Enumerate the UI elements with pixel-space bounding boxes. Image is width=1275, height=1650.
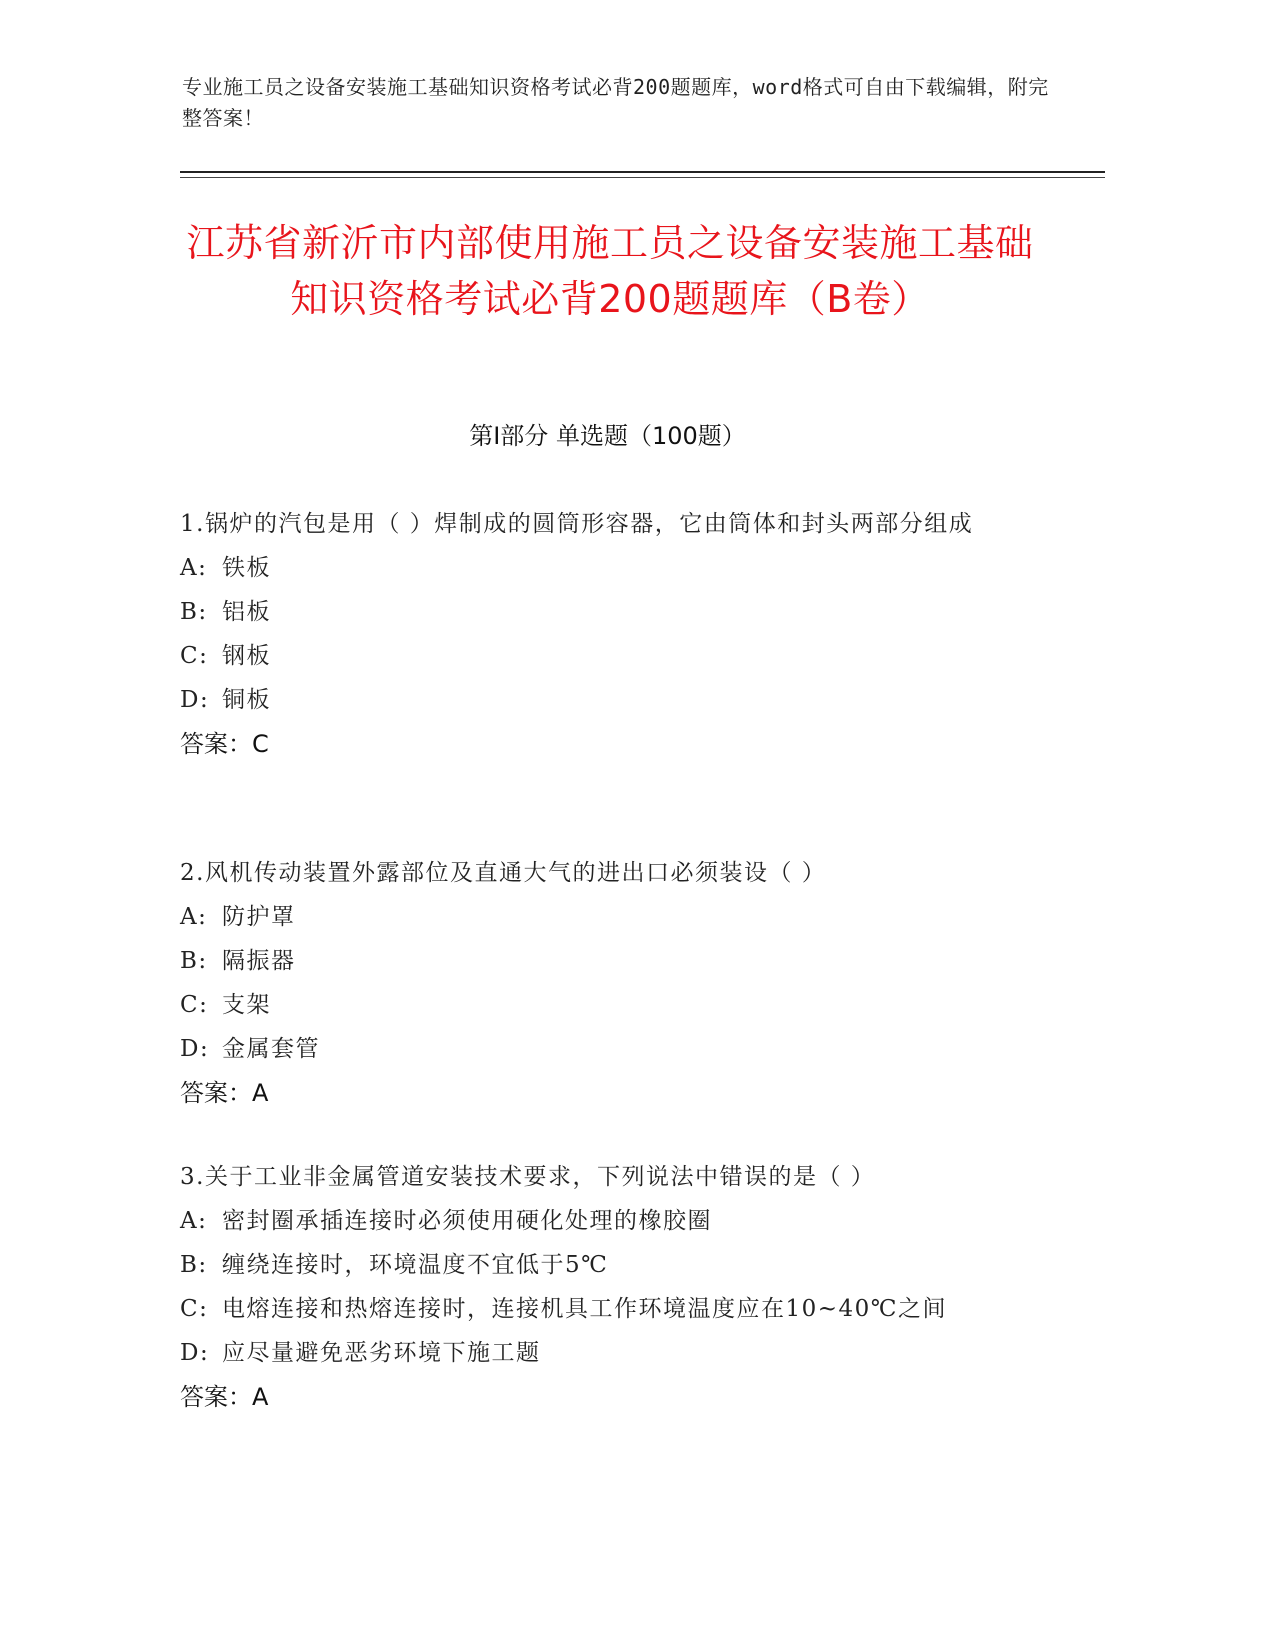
- option-text: 电熔连接和热熔连接时，连接机具工作环境温度应在10~40℃之间: [222, 1296, 948, 1322]
- option-a: [180, 546, 1040, 590]
- option-d: [180, 678, 1040, 722]
- option-text: 钢板: [222, 643, 271, 669]
- header-note: 专业施工员之设备安装施工基础知识资格考试必背200题题库，word格式可自由下载编辑，附完整答案！: [182, 75, 1049, 130]
- option-letter: D:: [180, 687, 210, 713]
- question-3: [180, 1155, 1040, 1419]
- option-text: 防护罩: [222, 904, 296, 930]
- header-divider-thin: [180, 177, 1105, 178]
- option-a: [180, 1199, 1040, 1243]
- option-text: 金属套管: [222, 1036, 320, 1062]
- option-letter: A:: [180, 904, 208, 930]
- option-letter: B:: [180, 948, 208, 974]
- option-letter: A:: [180, 1208, 208, 1234]
- option-text: 应尽量避免恶劣环境下施工题: [222, 1340, 541, 1366]
- option-d: [180, 1027, 1040, 1071]
- answer: 答案：A: [180, 1079, 269, 1107]
- option-text: 缠绕连接时，环境温度不宜低于5℃: [222, 1252, 609, 1278]
- option-b: [180, 939, 1040, 983]
- header-divider-thick: [180, 171, 1105, 173]
- option-letter: C:: [180, 992, 209, 1018]
- answer: 答案：C: [180, 730, 269, 758]
- option-letter: C:: [180, 1296, 209, 1322]
- option-letter: D:: [180, 1036, 210, 1062]
- option-text: 隔振器: [222, 948, 296, 974]
- option-text: 铜板: [222, 687, 271, 713]
- answer: 答案：A: [180, 1383, 269, 1411]
- option-d: [180, 1331, 1040, 1375]
- option-b: [180, 590, 1040, 634]
- option-c: [180, 983, 1040, 1027]
- option-text: 铝板: [222, 599, 271, 625]
- question-2: [180, 851, 1040, 1115]
- option-c: [180, 634, 1040, 678]
- section-heading: 第I部分 单选题（100题）: [469, 422, 746, 450]
- question-text: 3.关于工业非金属管道安装技术要求，下列说法中错误的是（ ）: [180, 1164, 876, 1190]
- question-text: 1.锅炉的汽包是用（ ）焊制成的圆筒形容器，它由筒体和封头两部分组成: [180, 511, 974, 537]
- option-letter: D:: [180, 1340, 210, 1366]
- option-text: 铁板: [222, 555, 271, 581]
- question-1: [180, 502, 1040, 766]
- document-title: 江苏省新沂市内部使用施工员之设备安装施工基础知识资格考试必背200题题库（B卷）: [186, 221, 1034, 321]
- option-letter: B:: [180, 1252, 208, 1278]
- option-text: 密封圈承插连接时必须使用硬化处理的橡胶圈: [222, 1208, 712, 1234]
- question-text: 2.风机传动装置外露部位及直通大气的进出口必须装设（ ）: [180, 860, 827, 886]
- option-c: [180, 1287, 1040, 1331]
- option-letter: C:: [180, 643, 209, 669]
- option-letter: B:: [180, 599, 208, 625]
- option-b: [180, 1243, 1040, 1287]
- option-a: [180, 895, 1040, 939]
- option-letter: A:: [180, 555, 208, 581]
- option-text: 支架: [222, 992, 271, 1018]
